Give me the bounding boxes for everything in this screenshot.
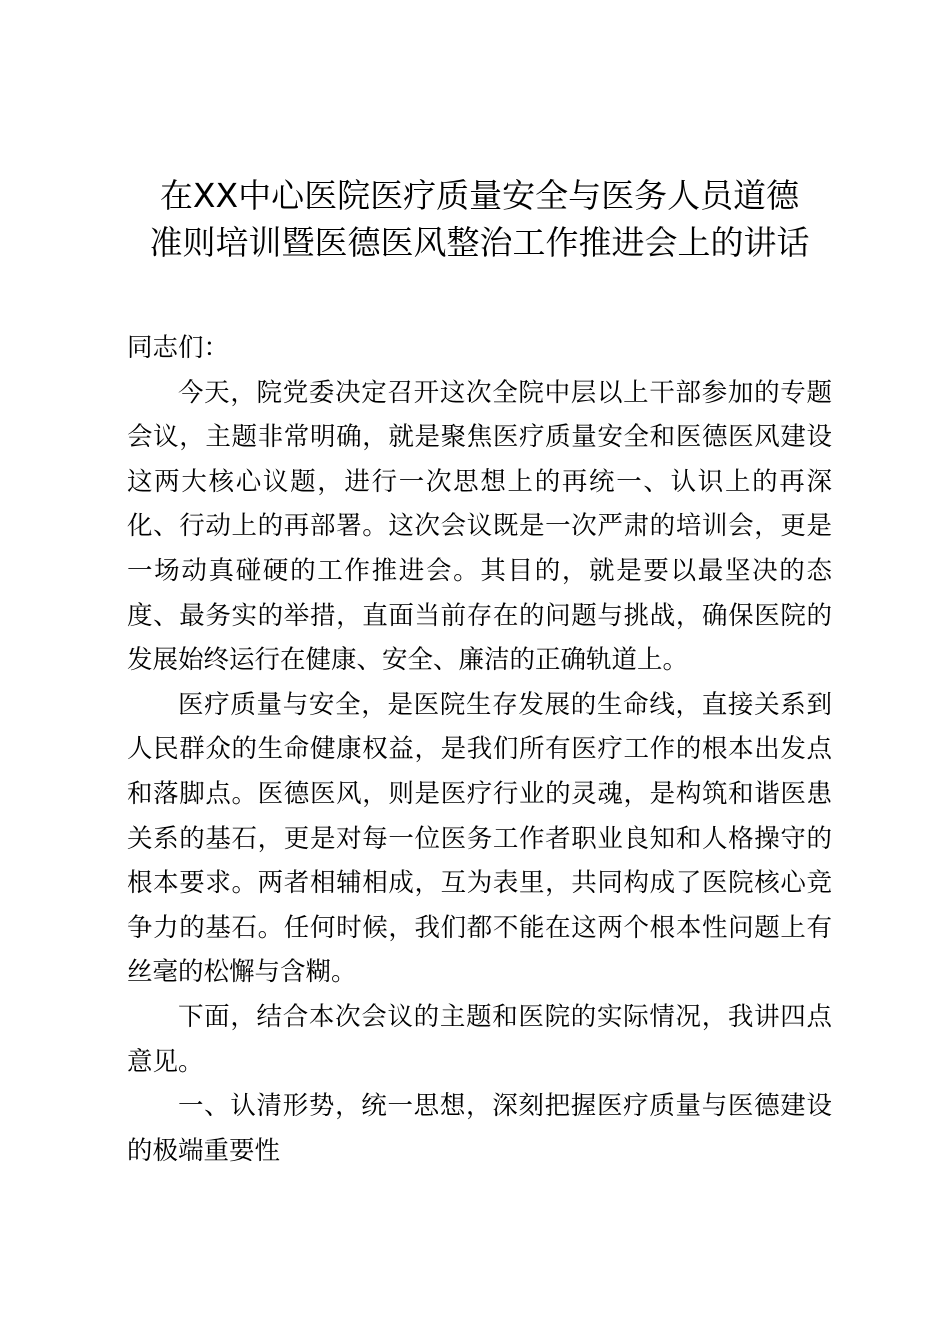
salutation: 同志们： [127,333,230,363]
section-heading-1: 一、认清形势，统一思想，深刻把握医疗质量与医德建设的极端重要性 [127,1091,832,1166]
title-line-2: 准则培训暨医德医风整治工作推进会上的讲话 [149,223,810,262]
document-page [127,172,832,1173]
paragraph-2: 医疗质量与安全，是医院生存发展的生命线，直接关系到人民群众的生命健康权益，是我们所有医疗工作的根本出发点和落脚点。医德医风，则是医疗行业的灵魂，是构筑和谐医患关系的基石，更是对每一位医务工作者职业良知和人格操守的根本要求。两者相辅相成，互为表里，共同构成了医院核心竞争力的基石。任何时候，我们都不能在这两个根本性问题上有丝毫的松懈与含糊。 [127,689,832,988]
paragraph-1: 今天，院党委决定召开这次全院中层以上干部参加的专题会议，主题非常明确，就是聚焦医疗质量安全和医德医风建设这两大核心议题，进行一次思想上的再统一、认识上的再深化、行动上的再部署。这次会议既是一次严肃的培训会，更是一场动真碰硬的工作推进会。其目的，就是要以最坚决的态度、最务实的举措，直面当前存在的问题与挑战，确保医院的发展始终运行在健康、安全、廉洁的正确轨道上。 [127,377,832,676]
paragraph-3: 下面，结合本次会议的主题和医院的实际情况，我讲四点意见。 [127,1001,832,1077]
document-title [127,172,832,266]
title-line-1: 在XX中心医院医疗质量安全与医务人员道德 [159,176,800,215]
